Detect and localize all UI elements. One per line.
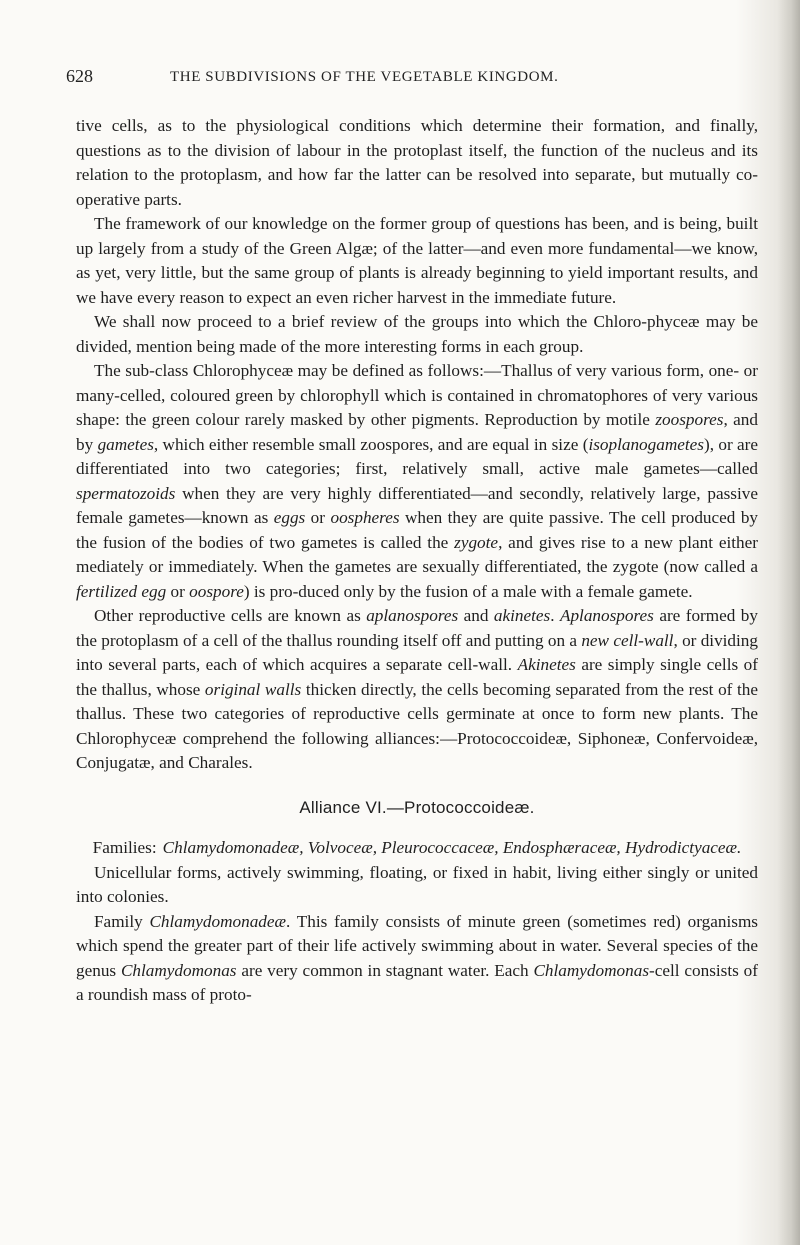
paragraph-4 (76, 359, 758, 604)
term-isoplanogametes: isoplanogametes (588, 434, 704, 454)
text-run: thicken directly, the cells becoming separated from the rest of the thallus. These two categories of reproductive cells germinate at once to form new plants. The Chlorophyceæ comprehend the following alliances:—Protococcoideæ, Siphoneæ, Confervoideæ, Conjugatæ, and Charales. (76, 679, 758, 772)
term-chlamydomonas: Chlamydomonas (120, 960, 237, 980)
paragraph-5 (76, 604, 758, 776)
term-oospore: oospore (189, 581, 244, 601)
paragraph-1 (76, 114, 758, 212)
running-head: THE SUBDIVISIONS OF THE VEGETABLE KINGDOM. (170, 69, 559, 85)
paragraph-2 (76, 212, 758, 310)
term-new-cell-wall: new cell-wall (581, 630, 674, 650)
term-fertilized-egg: fertilized egg (76, 581, 167, 601)
text-run: The sub-class Chlorophyceæ may be defined as follows:—Thallus of very various form, one- or many-celled, coloured green by chlorophyll which is contained in chromatophores of very various shape: the green colour rarely masked by other pigments. Reproduction by motile (76, 361, 758, 429)
term-spermatozoids: spermatozoids (76, 483, 176, 503)
paragraph-text: tive cells, as to the physiological conditions which determine their formation, and finally, questions as to the division of labour in the protoplast itself, the function of the nucleus and its relation to the protoplasm, and how far the latter can be resolved into separate, but mutually co-operative parts. (76, 116, 758, 209)
paragraph-text: We shall now proceed to a brief review of the groups into which the Chloro-phyceæ may be divided, mention being made of the more interesting forms in each group. (76, 312, 758, 356)
text-run: or (166, 581, 190, 601)
text-run: -cell consists of a roundish mass of proto- (76, 960, 758, 1004)
text-run: when they are quite passive. The cell produced by the fusion of the bodies of two gametes is called the (76, 508, 759, 552)
text-run: , and by (76, 410, 758, 454)
families-label: Families: (92, 838, 157, 857)
text-run: Family (94, 911, 150, 931)
families-names: Chlamydomonadeæ, Volvoceæ, Pleurococcaceæ, Endosphæraceæ, Hydrodictyaceæ. (162, 838, 742, 857)
term-aplanospores: aplanospores (366, 606, 459, 625)
text-run: are simply single cells of the thallus, whose (76, 655, 758, 699)
paragraph-text: Unicellular forms, actively swimming, floating, or fixed in habit, living either singly or united into colonies. (76, 862, 758, 906)
text-run: ), or are differentiated into two categories; first, relatively small, active male gametes—called (76, 434, 759, 478)
term-zoospores: zoospores (655, 410, 724, 429)
paragraph-6 (76, 861, 758, 910)
term-chlamydomonadeae: Chlamydomonadeæ (149, 911, 286, 931)
text-run: . (550, 606, 560, 625)
page-header (66, 66, 756, 90)
term-gametes: gametes (97, 434, 154, 454)
text-run: are very common in stagnant water. Each (236, 960, 534, 980)
text-run: are formed by the protoplasm of a cell of the thallus rounding itself off and putting on a (76, 606, 758, 650)
term-chlamydomonas-2: Chlamydomonas (533, 960, 650, 980)
body-text (76, 114, 758, 1008)
text-run: , which either resemble small zoospores, and are equal in size ( (153, 434, 589, 454)
alliance-heading: Alliance VI.—Protococcoideæ. (299, 797, 535, 817)
term-zygote: zygote (454, 532, 499, 552)
term-original-walls: original walls (204, 679, 302, 699)
page-edge-shadow (778, 0, 800, 1245)
text-run: . This family consists of minute green (sometimes red) organisms which spend the greater part of their life actively swimming about in water. Several species of the genus (76, 911, 758, 980)
paragraph-text: The framework of our knowledge on the former group of questions has been, and is being, built up largely from a study of the Green Algæ; of the latter—and even more fundamental—we know, as yet, very little, but the same group of plants is already beginning to yield important results, and we have every reason to expect an even richer harvest in the immediate future. (76, 214, 758, 307)
text-run: , or dividing into several parts, each of which acquires a separate cell-wall. (76, 630, 758, 674)
paragraph-7 (76, 910, 758, 1008)
text-run: and (458, 606, 494, 625)
text-run: or (305, 508, 331, 527)
paragraph-3 (76, 310, 758, 359)
page-number: 628 (66, 66, 93, 86)
families-line (76, 836, 758, 861)
term-akinetes-2: Akinetes (517, 655, 576, 674)
text-run: ) is pro-duced only by the fusion of a male with a female gamete. (243, 581, 693, 601)
term-akinetes: akinetes (493, 606, 551, 625)
term-eggs: eggs (273, 508, 306, 527)
text-run: Other reproductive cells are known as (94, 606, 367, 625)
text-run: when they are very highly differentiated—and secondly, relatively large, passive female gametes—known as (76, 483, 758, 527)
term-oospheres: oospheres (330, 508, 400, 527)
term-aplanospores-2: Aplanospores (559, 606, 654, 625)
text-run: , and gives rise to a new plant either mediately or immediately. When the gametes are sexually differentiated, the zygote (now called a (76, 532, 758, 576)
